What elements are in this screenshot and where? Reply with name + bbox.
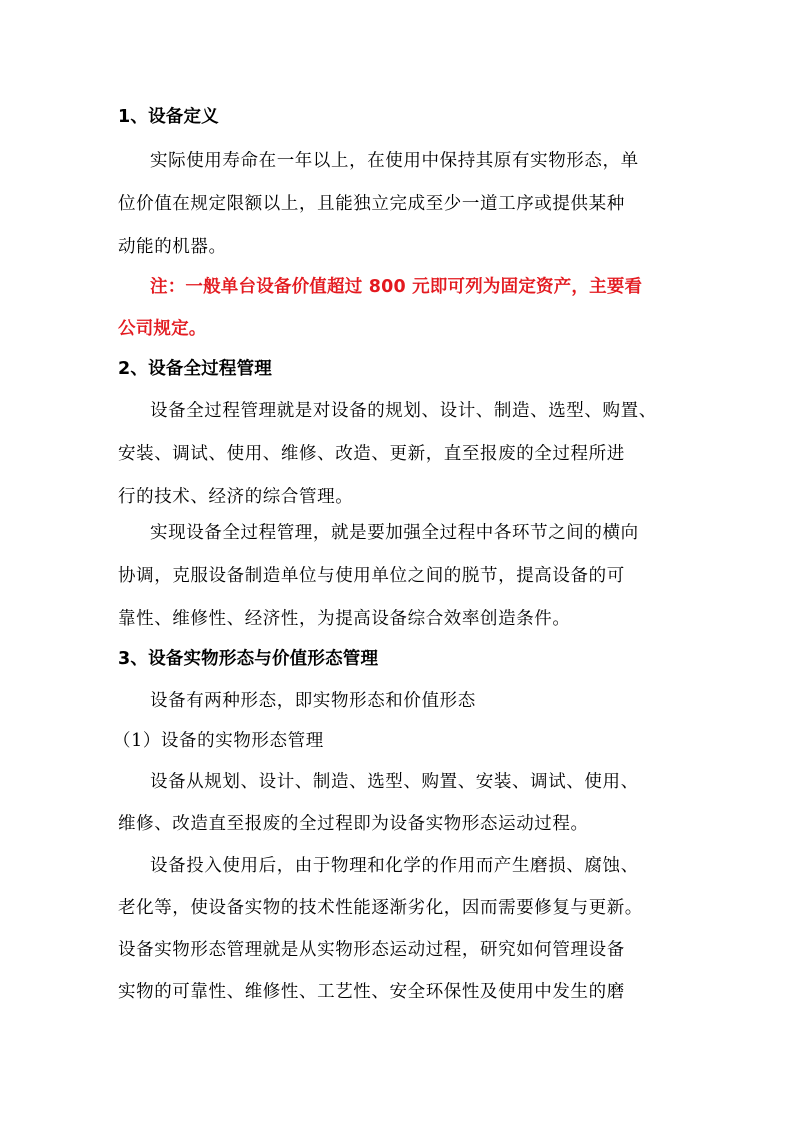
paragraph-line: 设备实物形态管理就是从实物形态运动过程，研究如何管理设备 — [118, 940, 625, 960]
subsection-heading: （1）设备的实物形态管理 — [113, 731, 324, 751]
paragraph-line: 安装、调试、使用、维修、改造、更新，直至报废的全过程所进 — [118, 444, 625, 464]
paragraph-line: 实现设备全过程管理，就是要加强全过程中各环节之间的横向 — [150, 523, 639, 543]
section-heading-1: 1、设备定义 — [118, 107, 219, 127]
section-heading-2: 2、设备全过程管理 — [118, 359, 272, 379]
paragraph-line: 维修、改造直至报废的全过程即为设备实物形态运动过程。 — [118, 814, 589, 834]
paragraph-line: 实物的可靠性、维修性、工艺性、安全环保性及使用中发生的磨 — [118, 982, 625, 1002]
paragraph-line: 靠性、维修性、经济性，为提高设备综合效率创造条件。 — [118, 609, 571, 629]
note-line: 注：一般单台设备价值超过 800 元即可列为固定资产，主要看 — [150, 277, 643, 297]
paragraph-line: 设备全过程管理就是对设备的规划、设计、制造、选型、购置、 — [150, 401, 657, 421]
paragraph-line: 老化等，使设备实物的技术性能逐渐劣化，因而需要修复与更新。 — [118, 898, 643, 918]
paragraph-line: 实际使用寿命在一年以上，在使用中保持其原有实物形态，单 — [150, 151, 639, 171]
paragraph-line: 设备有两种形态，即实物形态和价值形态 — [150, 691, 476, 711]
paragraph-line: 行的技术、经济的综合管理。 — [118, 487, 354, 507]
paragraph-line: 动能的机器。 — [118, 237, 227, 257]
section-heading-3: 3、设备实物形态与价值形态管理 — [118, 649, 379, 669]
paragraph-line: 位价值在规定限额以上，且能独立完成至少一道工序或提供某种 — [118, 194, 625, 214]
paragraph-line: 设备投入使用后，由于物理和化学的作用而产生磨损、腐蚀、 — [150, 856, 639, 876]
note-line: 公司规定。 — [118, 319, 207, 339]
paragraph-line: 协调，克服设备制造单位与使用单位之间的脱节，提高设备的可 — [118, 566, 625, 586]
paragraph-line: 设备从规划、设计、制造、选型、购置、安装、调试、使用、 — [150, 772, 639, 792]
